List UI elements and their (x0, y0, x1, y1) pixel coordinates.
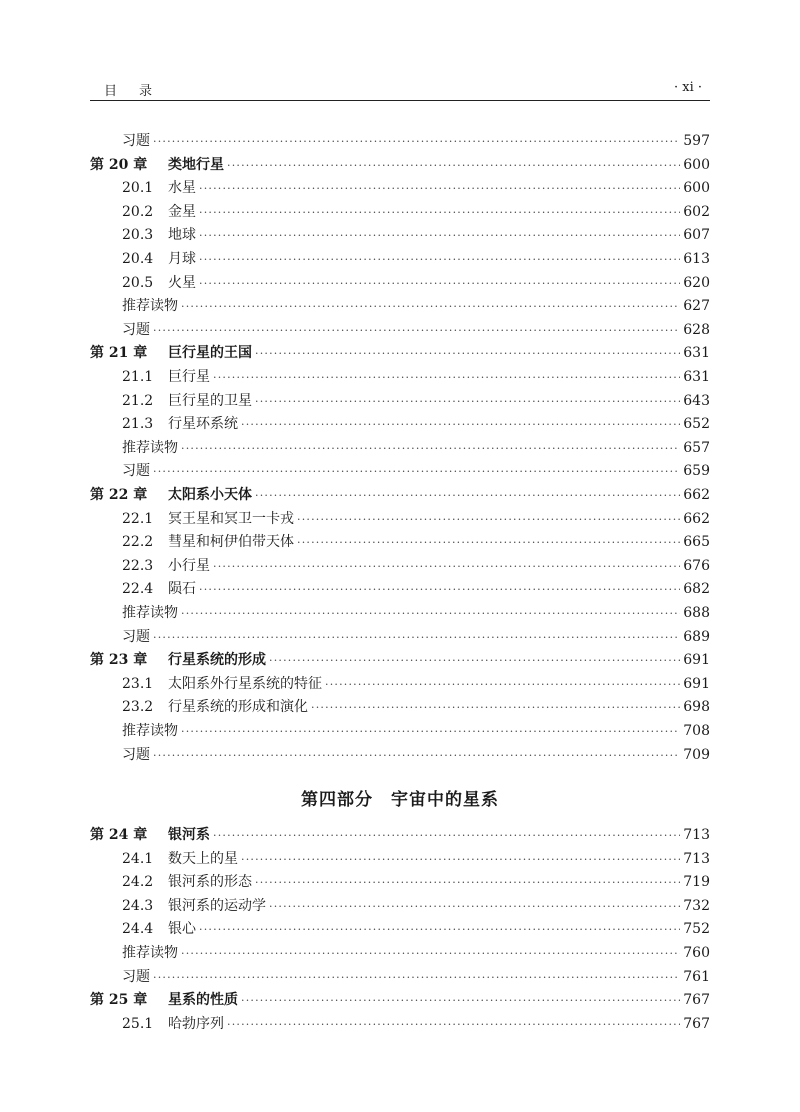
section-number: 24.3 (122, 897, 154, 914)
entry-title: 星系的性质 (168, 992, 238, 1009)
section-number: 20.4 (122, 251, 154, 267)
dot-leader (269, 650, 680, 672)
page-number: 631 (683, 345, 710, 362)
toc-entry[interactable] (90, 626, 710, 648)
toc-entry[interactable] (90, 578, 710, 600)
dot-leader (181, 296, 680, 318)
page-number: 676 (683, 557, 710, 574)
entry-title: 太阳系外行星系统的特征 (168, 675, 322, 692)
chapter-number: 第 22 章 (90, 487, 148, 503)
entry-title: 巨行星的王国 (168, 345, 252, 362)
section-number: 20.2 (122, 203, 154, 220)
page-number: 719 (683, 874, 710, 891)
toc-entry[interactable] (90, 602, 710, 624)
toc-entry[interactable] (90, 342, 710, 364)
section-number: 22.1 (122, 510, 154, 527)
section-number: 21.2 (122, 392, 154, 409)
entry-title: 推荐读物 (122, 439, 178, 456)
toc-entry[interactable] (90, 531, 710, 553)
entry-title: 陨石 (168, 581, 196, 598)
dot-leader (227, 1014, 680, 1036)
dot-leader (213, 367, 680, 389)
section-number: 20.1 (122, 180, 154, 197)
page-number: 691 (683, 675, 710, 692)
dot-leader (181, 721, 680, 743)
toc-entry[interactable] (90, 508, 710, 530)
section-number: 24.4 (122, 921, 154, 938)
toc-entry[interactable] (90, 272, 710, 294)
section-number: 23.1 (122, 675, 154, 692)
header-section-title: 目录 (104, 84, 175, 99)
page-number: 713 (683, 827, 710, 843)
entry-title: 推荐读物 (122, 945, 178, 961)
toc-entry[interactable] (90, 1013, 710, 1035)
entry-title: 金星 (168, 203, 196, 220)
page-number: 600 (683, 180, 710, 197)
page-number: 607 (683, 227, 710, 244)
toc-entry[interactable] (90, 177, 710, 199)
page-number: 628 (683, 321, 710, 338)
page-number: 682 (683, 581, 710, 598)
page-number: 709 (683, 746, 710, 763)
toc-entry[interactable] (90, 366, 710, 388)
section-number: 20.5 (122, 274, 154, 291)
page-number: 713 (683, 850, 710, 867)
entry-title: 彗星和柯伊伯带天体 (168, 534, 294, 551)
page-number: 613 (683, 251, 710, 267)
part-heading: 第四部分 宇宙中的星系 (301, 790, 499, 810)
toc-entry[interactable] (90, 918, 710, 940)
toc-entry[interactable] (90, 201, 710, 223)
toc-entry[interactable] (90, 295, 710, 317)
page-number: 620 (683, 274, 710, 291)
toc-entry[interactable] (90, 224, 710, 246)
dot-leader (153, 461, 680, 483)
entry-title: 水星 (168, 180, 196, 197)
entry-title: 巨行星的卫星 (168, 392, 252, 409)
page-number: 689 (683, 628, 710, 645)
section-number: 22.4 (122, 581, 154, 598)
page-number: 600 (683, 156, 710, 173)
dot-leader (213, 556, 680, 578)
toc-entry[interactable] (90, 437, 710, 459)
dot-leader (199, 202, 680, 224)
dot-leader (153, 745, 680, 767)
dot-leader (255, 872, 680, 894)
chapter-number: 第 20 章 (90, 156, 148, 173)
entry-title: 推荐读物 (122, 605, 178, 621)
entry-title: 习题 (122, 628, 150, 645)
entry-title: 推荐读物 (122, 298, 178, 315)
toc-entry[interactable] (90, 696, 710, 718)
dot-leader (325, 674, 680, 696)
toc-entry[interactable] (90, 744, 710, 766)
dot-leader (213, 825, 680, 847)
page-number: 657 (683, 439, 710, 456)
dot-leader (153, 320, 680, 342)
dot-leader (199, 249, 680, 271)
toc-entry[interactable] (90, 720, 710, 742)
entry-title: 数天上的星 (168, 850, 238, 867)
toc-entry[interactable] (90, 824, 710, 846)
page-number: 732 (683, 897, 710, 914)
toc-entry[interactable] (90, 248, 710, 270)
toc-entry[interactable] (90, 154, 710, 176)
dot-leader (199, 225, 680, 247)
toc-entry[interactable] (90, 871, 710, 893)
toc-entry[interactable] (90, 413, 710, 435)
page-number: 662 (683, 487, 710, 503)
page-number: 659 (683, 463, 710, 480)
toc-entry[interactable] (90, 130, 710, 152)
section-number: 20.3 (122, 227, 154, 244)
section-number: 21.1 (122, 369, 154, 385)
page-number: 652 (683, 416, 710, 433)
toc-entry[interactable] (90, 895, 710, 917)
section-number: 23.2 (122, 699, 154, 716)
entry-title: 小行星 (168, 557, 210, 574)
dot-leader (241, 849, 680, 871)
dot-leader (199, 579, 680, 601)
dot-leader (269, 896, 680, 918)
toc-entry[interactable] (90, 460, 710, 482)
section-number: 25.1 (122, 1015, 154, 1032)
entry-title: 太阳系小天体 (168, 487, 252, 503)
entry-title: 冥王星和冥卫一卡戎 (168, 510, 294, 527)
dot-leader (153, 967, 680, 989)
entry-title: 习题 (122, 746, 150, 763)
page-number: 761 (683, 968, 710, 985)
entry-title: 银河系 (168, 827, 210, 843)
dot-leader (227, 155, 680, 177)
section-number: 24.2 (122, 874, 154, 891)
toc-entry[interactable] (90, 484, 710, 506)
dot-leader (255, 343, 680, 365)
page-number: 698 (683, 699, 710, 716)
chapter-number: 第 21 章 (90, 345, 148, 362)
header-page-number: · xi · (673, 80, 702, 95)
toc-entry[interactable] (90, 319, 710, 341)
page-number: 767 (683, 992, 710, 1009)
page-number: 665 (683, 534, 710, 551)
toc-entry[interactable] (90, 942, 710, 964)
toc-entry[interactable] (90, 848, 710, 870)
entry-title: 哈勃序列 (168, 1015, 224, 1032)
entry-title: 习题 (122, 321, 150, 338)
page-number: 602 (683, 203, 710, 220)
entry-title: 类地行星 (168, 156, 224, 173)
section-number: 22.3 (122, 557, 154, 574)
page-number: 752 (683, 921, 710, 938)
chapter-number: 第 24 章 (90, 827, 148, 843)
dot-leader (311, 697, 680, 719)
dot-leader (181, 603, 680, 625)
entry-title: 行星系统的形成和演化 (168, 699, 308, 716)
dot-leader (181, 943, 680, 965)
page-number: 760 (683, 945, 710, 961)
toc-entry[interactable] (90, 989, 710, 1011)
page-number: 688 (683, 605, 710, 621)
entry-title: 银心 (168, 921, 196, 938)
dot-leader (199, 919, 680, 941)
dot-leader (297, 532, 680, 554)
entry-title: 习题 (122, 968, 150, 985)
toc-entry[interactable] (90, 966, 710, 988)
dot-leader (241, 990, 680, 1012)
entry-title: 火星 (168, 274, 196, 291)
section-number: 21.3 (122, 416, 154, 433)
dot-leader (153, 131, 680, 153)
page-number: 627 (683, 298, 710, 315)
entry-title: 地球 (168, 227, 196, 244)
dot-leader (241, 414, 680, 436)
entry-title: 银河系的运动学 (168, 897, 266, 914)
section-number: 24.1 (122, 850, 154, 867)
entry-title: 行星系统的形成 (168, 652, 266, 669)
dot-leader (199, 273, 680, 295)
running-header (90, 78, 710, 101)
section-number: 22.2 (122, 534, 154, 551)
entry-title: 习题 (122, 463, 150, 480)
chapter-number: 第 25 章 (90, 992, 148, 1009)
entry-title: 习题 (122, 133, 150, 149)
toc-entry[interactable] (90, 555, 710, 577)
page-number: 662 (683, 510, 710, 527)
dot-leader (255, 485, 680, 507)
chapter-number: 第 23 章 (90, 652, 148, 669)
dot-leader (199, 178, 680, 200)
dot-leader (181, 438, 680, 460)
entry-title: 银河系的形态 (168, 874, 252, 891)
dot-leader (297, 509, 680, 531)
page-number: 643 (683, 392, 710, 409)
toc-entry[interactable] (90, 673, 710, 695)
page-number: 691 (683, 652, 710, 669)
page-number: 597 (683, 133, 710, 149)
entry-title: 推荐读物 (122, 723, 178, 739)
toc-entry[interactable] (90, 390, 710, 412)
page-number: 631 (683, 369, 710, 385)
page-number: 767 (683, 1015, 710, 1032)
dot-leader (153, 627, 680, 649)
entry-title: 巨行星 (168, 369, 210, 385)
toc-entry[interactable] (90, 649, 710, 671)
page-number: 708 (683, 723, 710, 739)
entry-title: 行星环系统 (168, 416, 238, 433)
entry-title: 月球 (168, 251, 196, 267)
dot-leader (255, 391, 680, 413)
